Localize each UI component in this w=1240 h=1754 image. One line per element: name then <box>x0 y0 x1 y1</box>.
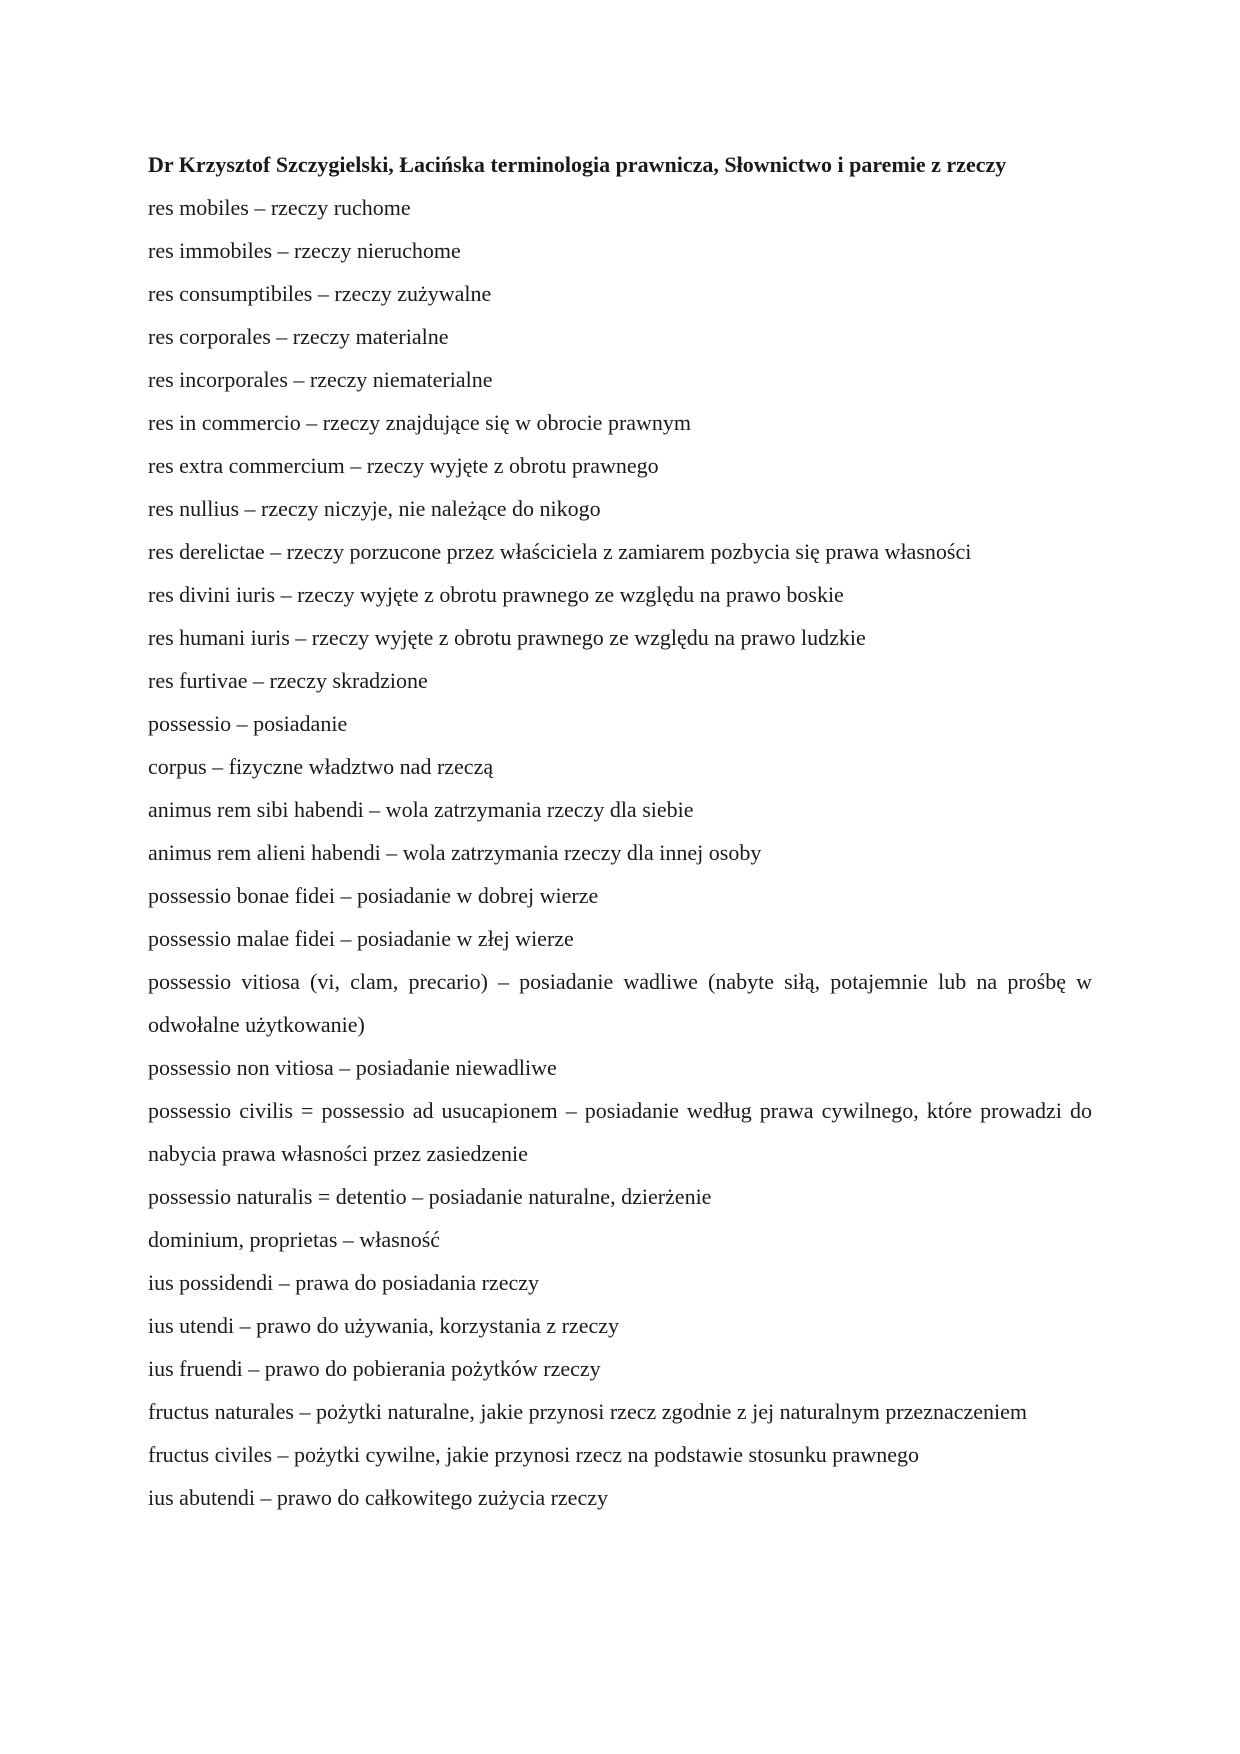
glossary-entry: res incorporales – rzeczy niematerialne <box>148 367 493 392</box>
glossary-entry: dominium, proprietas – własność <box>148 1227 441 1252</box>
glossary-entry: possessio civilis = possessio ad usucapionem – posiadanie według prawa cywilnego, które prowadzi do nabycia prawa własności przez zasiedzenie <box>148 1098 1092 1166</box>
glossary-entry: possessio malae fidei – posiadanie w złej wierze <box>148 926 574 951</box>
glossary-entry: res humani iuris – rzeczy wyjęte z obrotu prawnego ze względu na prawo ludzkie <box>148 625 866 650</box>
glossary-entry: res furtivae – rzeczy skradzione <box>148 668 428 693</box>
document-title: Dr Krzysztof Szczygielski, Łacińska terminologia prawnicza, Słownictwo i paremie z rzeczy <box>148 152 1007 177</box>
glossary-entry: res divini iuris – rzeczy wyjęte z obrotu prawnego ze względu na prawo boskie <box>148 582 844 607</box>
glossary-entry: ius possidendi – prawa do posiadania rzeczy <box>148 1270 539 1295</box>
glossary-entry: corpus – fizyczne władztwo nad rzeczą <box>148 754 494 779</box>
glossary-entry: ius utendi – prawo do używania, korzystania z rzeczy <box>148 1313 619 1338</box>
glossary-entry: res derelictae – rzeczy porzucone przez właściciela z zamiarem pozbycia się prawa własności <box>148 539 972 564</box>
glossary-entry: fructus naturales – pożytki naturalne, jakie przynosi rzecz zgodnie z jej naturalnym przeznaczeniem <box>148 1399 1027 1424</box>
document-body <box>148 143 1092 1519</box>
glossary-entry: animus rem alieni habendi – wola zatrzymania rzeczy dla innej osoby <box>148 840 762 865</box>
glossary-entry: possessio – posiadanie <box>148 711 348 736</box>
glossary-entry: res mobiles – rzeczy ruchome <box>148 195 411 220</box>
glossary-entry: res corporales – rzeczy materialne <box>148 324 449 349</box>
glossary-entry: possessio naturalis = detentio – posiadanie naturalne, dzierżenie <box>148 1184 712 1209</box>
glossary-entry: possessio bonae fidei – posiadanie w dobrej wierze <box>148 883 599 908</box>
glossary-entry: res extra commercium – rzeczy wyjęte z obrotu prawnego <box>148 453 659 478</box>
glossary-entry: res in commercio – rzeczy znajdujące się w obrocie prawnym <box>148 410 692 435</box>
glossary-entry: possessio non vitiosa – posiadanie niewadliwe <box>148 1055 557 1080</box>
glossary-entry: fructus civiles – pożytki cywilne, jakie przynosi rzecz na podstawie stosunku prawnego <box>148 1442 919 1467</box>
glossary-entry: possessio vitiosa (vi, clam, precario) – posiadanie wadliwe (nabyte siłą, potajemnie lub na prośbę w odwołalne użytkowanie) <box>148 969 1092 1037</box>
glossary-entry: res consumptibiles – rzeczy zużywalne <box>148 281 492 306</box>
glossary-entry: animus rem sibi habendi – wola zatrzymania rzeczy dla siebie <box>148 797 694 822</box>
glossary-entry: res immobiles – rzeczy nieruchome <box>148 238 461 263</box>
glossary-entry: ius fruendi – prawo do pobierania pożytków rzeczy <box>148 1356 601 1381</box>
glossary-entry: ius abutendi – prawo do całkowitego zużycia rzeczy <box>148 1485 608 1510</box>
glossary-entry: res nullius – rzeczy niczyje, nie należące do nikogo <box>148 496 601 521</box>
